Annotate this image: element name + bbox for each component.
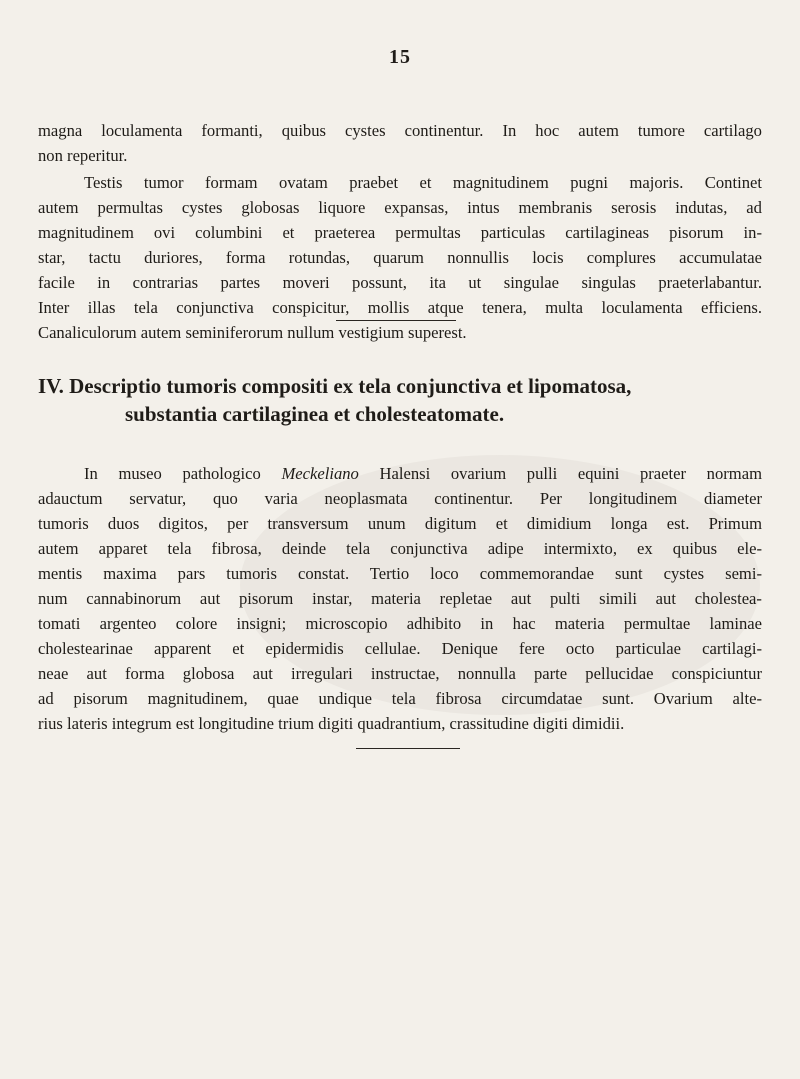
text-line: adauctum servatur, quo varia neoplasmata continentur. Per longitudinem diameter <box>38 489 763 508</box>
text-line: ad pisorum magnitudinem, quae undique tela fibrosa circumdatae sunt. Ovarium alte- <box>38 689 763 708</box>
text-line: star, tactu duriores, forma rotundas, quarum nonnullis locis complures accumulatae <box>38 248 763 267</box>
text-line: Canaliculorum autem seminiferorum nullum vestigium superest. <box>38 323 467 342</box>
text-line: Inter illas tela conjunctiva conspicitur, mollis atque tenera, multa loculamenta efficiens. <box>38 298 762 317</box>
end-divider <box>356 748 460 749</box>
text-line: magnitudinem ovi columbini et praeterea permultas particulas cartilagineas pisorum in- <box>38 223 762 242</box>
text-line: magna loculamenta formanti, quibus cystes continentur. In hoc autem tumore cartilago <box>38 121 762 140</box>
section-number: IV. <box>38 374 64 398</box>
text-line: autem apparet tela fibrosa, deinde tela conjunctiva adipe intermixto, ex quibus ele- <box>38 539 762 558</box>
text-line: facile in contrarias partes moveri possunt, ita ut singulae singulas praeterlabantur. <box>38 273 762 292</box>
section-divider <box>336 320 456 321</box>
text-line: rius lateris integrum est longitudine trium digiti quadrantium, crassitudine digiti dimidii. <box>38 714 625 733</box>
paragraph-testis-tumor <box>38 170 762 345</box>
section-title-line-1: Descriptio tumoris compositi ex tela conjunctiva et lipomatosa, <box>69 374 632 398</box>
section-title-line-2: substantia cartilaginea et cholesteatomate. <box>125 402 505 426</box>
text-line: Testis tumor formam ovatam praebet et magnitudinem pugni majoris. Continet <box>84 173 762 192</box>
text-line: mentis maxima pars tumoris constat. Tertio loco commemorandae sunt cystes semi- <box>38 564 762 583</box>
section-heading <box>38 372 762 400</box>
text-line <box>38 461 762 486</box>
text-line: non reperitur. <box>38 146 128 165</box>
text-line: cholestearinae apparent et epidermidis cellulae. Denique fere octo particulae cartilagi- <box>38 639 762 658</box>
text-line: autem permultas cystes globosas liquore expansas, intus membranis serosis indutas, ad <box>38 198 762 217</box>
text-line: neae aut forma globosa aut irregulari instructae, nonnulla parte pellucidae conspiciuntur <box>38 664 762 683</box>
text-line: tumoris duos digitos, per transversum unum digitum et dimidium longa est. Primum <box>38 514 763 533</box>
paragraph-continuation <box>38 118 762 168</box>
text-line: tomati argenteo colore insigni; microscopio adhibito in hac materia permultae laminae <box>38 614 763 633</box>
paragraph-ovarium-description <box>38 461 762 736</box>
text-fragment: In museo pathologico <box>84 464 282 483</box>
museum-name-italic: Meckeliano <box>281 464 359 483</box>
text-fragment: Halensi ovarium pulli equini praeter normam <box>358 464 762 483</box>
page-number: 15 <box>389 46 411 68</box>
text-line: num cannabinorum aut pisorum instar, materia repletae aut pulti simili aut cholestea- <box>38 589 762 608</box>
